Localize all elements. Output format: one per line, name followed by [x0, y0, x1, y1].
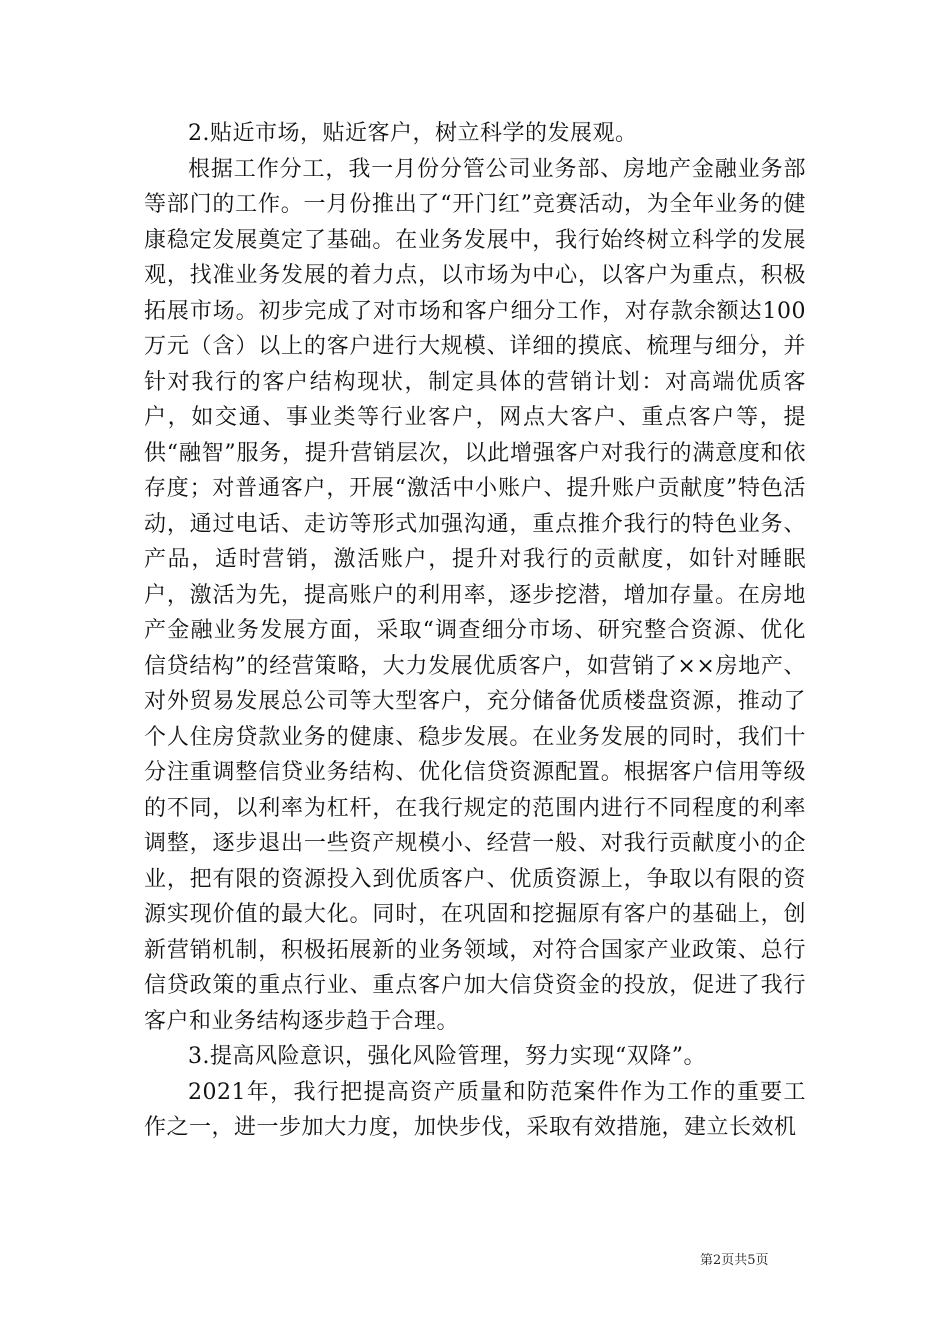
page-number: 第2页共5页 — [700, 1253, 769, 1268]
body-paragraph-2: 2021年，我行把提高资产质量和防范案件作为工作的重要工作之一，进一步加大力度，加快步伐，采取有效措施，建立长效机 — [144, 1079, 806, 1140]
document-body — [144, 116, 806, 1146]
body-paragraph-1: 根据工作分工，我一月份分管公司业务部、房地产金融业务部等部门的工作。一月份推出了“开门红”竞赛活动，为全年业务的健康稳定发展奠定了基础。在业务发展中，我行始终树立科学的发展观，找准业务发展的着力点，以市场为中心，以客户为重点，积极拓展市场。初步完成了对市场和客户细分工作，对存款余额达100万元（含）以上的客户进行大规模、详细的摸底、梳理与细分，并针对我行的客户结构现状，制定具体的营销计划：对高端优质客户，如交通、事业类等行业客户，网点大客户、重点客户等，提供“融智”服务，提升营销层次，以此增强客户对我行的满意度和依存度；对普通客户，开展“激活中小账户、提升账户贡献度”特色活动，通过电话、走访等形式加强沟通，重点推介我行的特色业务、产品，适时营销，激活账户，提升对我行的贡献度，如针对睡眠户，激活为先，提高账户的利用率，逐步挖潜，增加存量。在房地产金融业务发展方面，采取“调查细分市场、研究整合资源、优化信贷结构”的经营策略，大力发展优质客户，如营销了××房地产、对外贸易发展总公司等大型客户，充分储备优质楼盘资源，推动了个人住房贷款业务的健康、稳步发展。在业务发展的同时，我们十分注重调整信贷业务结构、优化信贷资源配置。根据客户信用等级的不同，以利率为杠杆，在我行规定的范围内进行不同程度的利率调整，逐步退出一些资产规模小、经营一般、对我行贡献度小的企业，把有限的资源投入到优质客户、优质资源上，争取以有限的资源实现价值的最大化。同时，在巩固和挖掘原有客户的基础上，创新营销机制，积极拓展新的业务领域，对符合国家产业政策、总行信贷政策的重点行业、重点客户加大信贷资金的投放，促进了我行客户和业务结构逐步趋于合理。 — [144, 156, 806, 1034]
section-heading-3: 3.提高风险意识，强化风险管理，努力实现“双降”。 — [188, 1044, 706, 1069]
section-heading-2: 2.贴近市场，贴近客户，树立科学的发展观。 — [188, 121, 638, 146]
